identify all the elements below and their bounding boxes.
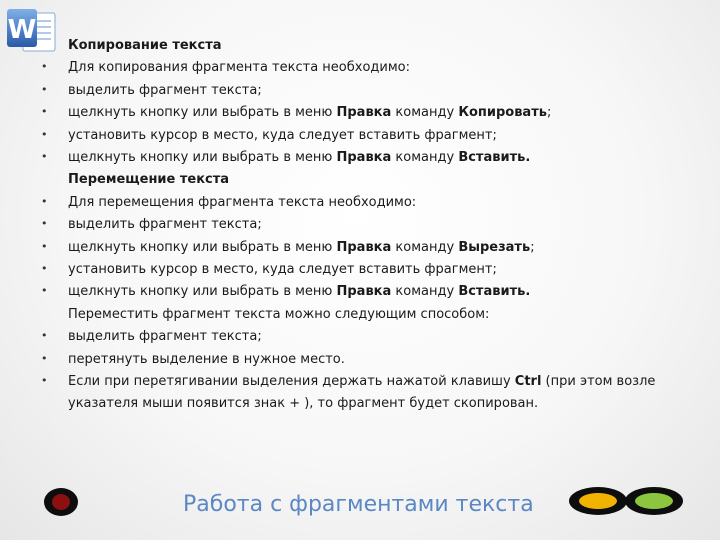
text-segment: Для перемещения фрагмента текста необходимо: <box>68 194 417 210</box>
svg-text:W: W <box>7 15 37 45</box>
text-segment: щелкнуть кнопку или выбрать в меню <box>68 105 337 121</box>
text-line <box>68 172 229 187</box>
bullet-item <box>68 60 410 75</box>
text-segment: щелкнуть кнопку или выбрать в меню <box>68 150 337 165</box>
bullet-item <box>68 105 551 120</box>
bold-text: Правка <box>336 284 392 300</box>
text-line <box>68 307 489 322</box>
text-line <box>68 38 222 53</box>
text-segment: выделить фрагмент текста; <box>68 329 262 345</box>
bullet-item <box>68 195 416 210</box>
text-segment: (при этом возле <box>541 374 656 389</box>
bold-text: Правка <box>336 150 392 165</box>
bold-text: Копировать <box>458 105 547 121</box>
bullet-item <box>68 284 530 299</box>
text-segment: ; <box>530 239 535 255</box>
text-segment: Если при перетягивании выделения держать нажатой клавишу <box>68 374 515 389</box>
text-segment: щелкнуть кнопку или выбрать в меню <box>68 284 337 300</box>
bold-text: Перемещение текста <box>68 172 230 188</box>
text-segment: указателя мыши появится знак + ), то фрагмент будет скопирован. <box>68 396 539 412</box>
slide-title: Работа с фрагментами текста <box>183 492 534 517</box>
green-nav-button[interactable] <box>625 487 683 515</box>
text-segment: Для копирования фрагмента текста необходимо: <box>68 60 410 76</box>
text-segment: перетянуть выделение в нужное место. <box>68 351 345 367</box>
text-segment: команду <box>391 239 459 255</box>
bullet-item <box>68 240 535 255</box>
bullet-item <box>68 352 345 367</box>
text-segment: установить курсор в место, куда следует вставить фрагмент; <box>68 262 497 277</box>
word-logo-icon <box>5 5 57 55</box>
text-segment: щелкнуть кнопку или выбрать в меню <box>68 239 337 255</box>
bullet-item <box>68 83 262 98</box>
text-segment: выделить фрагмент текста; <box>68 217 262 233</box>
red-nav-button[interactable] <box>44 488 78 516</box>
bold-text: Правка <box>336 105 392 121</box>
bold-text: Ctrl <box>514 374 542 389</box>
bullet-item <box>68 128 497 143</box>
bullet-item <box>68 329 262 344</box>
bold-text: Вырезать <box>458 239 531 255</box>
bold-text: Правка <box>336 239 392 255</box>
yellow-nav-button[interactable] <box>569 487 627 515</box>
bold-text: Вставить. <box>458 284 531 300</box>
text-segment: ; <box>546 105 552 121</box>
text-segment: Переместить фрагмент текста можно следующим способом: <box>68 306 490 322</box>
bullet-item <box>68 374 655 389</box>
bullet-item <box>68 217 262 232</box>
bullet-item <box>68 262 497 277</box>
text-segment: команду <box>391 105 459 121</box>
bullet-item <box>68 150 530 165</box>
text-segment: выделить фрагмент текста; <box>68 82 262 98</box>
text-segment: установить курсор в место, куда следует вставить фрагмент; <box>68 127 497 143</box>
bold-text: Вставить. <box>458 150 531 165</box>
text-line <box>68 396 538 411</box>
text-segment: команду <box>391 150 459 165</box>
text-segment: команду <box>391 284 459 300</box>
bold-text: Копирование текста <box>68 38 222 53</box>
nav-buttons <box>569 487 684 515</box>
